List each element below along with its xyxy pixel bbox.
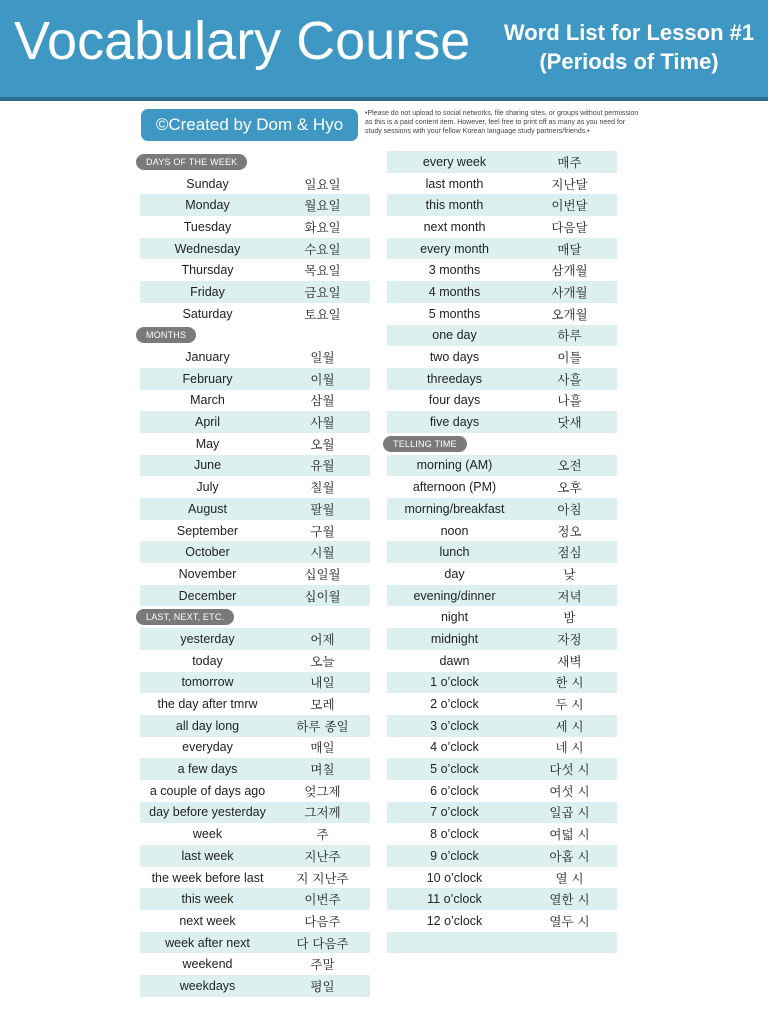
- vocab-row: [140, 975, 370, 997]
- korean-word: 여섯 시: [549, 783, 590, 799]
- vocab-row: [140, 173, 370, 195]
- english-word: 4 o’clock: [430, 740, 479, 755]
- vocab-row: [387, 476, 617, 498]
- vocab-row: [387, 303, 617, 325]
- korean-word: 다 다음주: [296, 935, 349, 951]
- vocab-row: [140, 758, 370, 780]
- vocab-row: [140, 259, 370, 281]
- vocab-row: [140, 780, 370, 802]
- english-word: September: [176, 523, 239, 538]
- korean-word: 일곱 시: [549, 805, 590, 821]
- english-word: October: [185, 545, 230, 560]
- english-word: last month: [425, 176, 484, 191]
- vocab-row: [140, 455, 370, 477]
- korean-word: 정오: [557, 523, 582, 539]
- vocab-row: [387, 563, 617, 585]
- korean-word: 화요일: [304, 219, 341, 235]
- vocab-row: [140, 368, 370, 390]
- korean-word: 오늘: [310, 653, 335, 669]
- english-word: 3 months: [428, 263, 481, 278]
- korean-word: 하루: [557, 328, 582, 344]
- vocab-row: [140, 953, 370, 975]
- lesson-title-line1: Word List for Lesson #1: [503, 20, 755, 45]
- vocab-row: [140, 628, 370, 650]
- section-header: [140, 151, 370, 173]
- vocab-row: [140, 541, 370, 563]
- english-word: four days: [428, 393, 481, 408]
- english-word: Sunday: [186, 176, 229, 191]
- vocab-row: [140, 693, 370, 715]
- english-word: day before yesterday: [149, 805, 266, 820]
- english-word: November: [178, 566, 237, 581]
- vocab-row: [140, 303, 370, 325]
- vocab-row: [140, 498, 370, 520]
- english-word: July: [196, 480, 219, 495]
- english-word: this month: [425, 198, 484, 213]
- english-word: December: [178, 588, 237, 603]
- korean-word: 팔월: [310, 501, 335, 517]
- english-word: today: [192, 653, 223, 668]
- korean-word: 며칠: [310, 762, 335, 778]
- left-word-column: [140, 151, 370, 997]
- vocab-row: [387, 455, 617, 477]
- header-divider: [0, 97, 768, 101]
- section-label: MONTHS: [136, 327, 196, 343]
- vocab-row: [387, 845, 617, 867]
- korean-word: 십일월: [304, 566, 341, 582]
- vocab-row: [387, 520, 617, 542]
- english-word: 12 o’clock: [426, 913, 483, 928]
- korean-word: 다음달: [551, 219, 588, 235]
- vocab-row: [387, 259, 617, 281]
- blank-row: [387, 953, 617, 975]
- korean-word: 주말: [310, 957, 335, 973]
- korean-word: 이월: [310, 371, 335, 387]
- vocab-row: [387, 216, 617, 238]
- right-word-column: [387, 151, 617, 975]
- vocab-row: [140, 390, 370, 412]
- korean-word: 두 시: [555, 697, 584, 713]
- english-word: 9 o’clock: [430, 848, 479, 863]
- vocab-row: [140, 888, 370, 910]
- vocab-row: [387, 910, 617, 932]
- vocab-row: [387, 715, 617, 737]
- english-word: August: [188, 501, 227, 516]
- english-word: lunch: [439, 545, 470, 560]
- english-word: threedays: [427, 371, 482, 386]
- english-word: dawn: [439, 653, 470, 668]
- vocab-row: [140, 433, 370, 455]
- vocab-row: [140, 281, 370, 303]
- section-label: DAYS OF THE WEEK: [136, 154, 247, 170]
- korean-word: 나흘: [557, 393, 582, 409]
- korean-word: 사월: [310, 415, 335, 431]
- korean-word: 구월: [310, 523, 335, 539]
- english-word: Thursday: [181, 263, 234, 278]
- english-word: day: [444, 566, 465, 581]
- korean-word: 그저께: [304, 805, 341, 821]
- vocab-row: [140, 346, 370, 368]
- korean-word: 열한 시: [549, 892, 590, 908]
- section-header: [140, 606, 370, 628]
- vocab-row: [140, 238, 370, 260]
- korean-word: 새벽: [557, 653, 582, 669]
- english-word: 2 o’clock: [430, 697, 479, 712]
- vocab-row: [387, 281, 617, 303]
- korean-word: 점심: [557, 545, 582, 561]
- korean-word: 내일: [310, 675, 335, 691]
- vocab-row: [387, 867, 617, 889]
- korean-word: 오개월: [551, 306, 588, 322]
- vocab-row: [140, 910, 370, 932]
- english-word: 11 o’clock: [427, 892, 482, 907]
- korean-word: 모레: [310, 697, 335, 713]
- korean-word: 닷새: [557, 415, 582, 431]
- vocab-row: [387, 628, 617, 650]
- vocab-row: [140, 715, 370, 737]
- lesson-title-line2: (Periods of Time): [539, 49, 719, 74]
- english-word: January: [185, 350, 230, 365]
- korean-word: 오후: [557, 480, 582, 496]
- english-word: two days: [429, 350, 480, 365]
- section-label: LAST, NEXT, ETC.: [136, 609, 234, 625]
- english-word: 8 o’clock: [430, 827, 479, 842]
- english-word: Wednesday: [174, 241, 241, 256]
- english-word: a couple of days ago: [149, 783, 266, 798]
- english-word: every month: [420, 241, 489, 256]
- korean-word: 엊그제: [304, 783, 341, 799]
- korean-word: 사흘: [557, 371, 582, 387]
- english-word: everyday: [182, 740, 233, 755]
- vocab-row: [140, 476, 370, 498]
- korean-word: 열 시: [555, 870, 584, 886]
- course-title: Vocabulary Course: [14, 11, 471, 71]
- vocab-row: [140, 932, 370, 954]
- english-word: March: [190, 393, 225, 408]
- english-word: weekdays: [179, 978, 236, 993]
- english-word: 4 months: [428, 284, 481, 299]
- english-word: last week: [181, 848, 234, 863]
- english-word: yesterday: [180, 631, 235, 646]
- english-word: five days: [429, 415, 480, 430]
- vocab-row: [387, 585, 617, 607]
- korean-word: 열두 시: [549, 913, 590, 929]
- english-word: this week: [181, 892, 234, 907]
- english-word: afternoon (PM): [412, 480, 497, 495]
- vocab-row: [387, 346, 617, 368]
- english-word: 7 o’clock: [430, 805, 479, 820]
- english-word: the day after tmrw: [157, 697, 258, 712]
- vocab-row: [140, 216, 370, 238]
- vocab-row: [387, 325, 617, 347]
- vocab-row: [387, 650, 617, 672]
- english-word: Tuesday: [183, 219, 232, 234]
- vocab-row: [387, 780, 617, 802]
- korean-word: 사개월: [551, 284, 588, 300]
- vocab-row: [140, 194, 370, 216]
- korean-word: 이번달: [551, 198, 588, 214]
- header-banner: [0, 0, 768, 97]
- vocab-row: [387, 411, 617, 433]
- vocab-row: [387, 238, 617, 260]
- korean-word: 매일: [310, 740, 335, 756]
- vocab-row: [140, 563, 370, 585]
- vocab-row: [387, 541, 617, 563]
- korean-word: 네 시: [555, 740, 584, 756]
- english-word: the week before last: [151, 870, 264, 885]
- credit-badge: ©Created by Dom & Hyo: [141, 109, 358, 141]
- korean-word: 목요일: [304, 263, 341, 279]
- vocab-row: [387, 802, 617, 824]
- english-word: 10 o’clock: [426, 870, 483, 885]
- korean-word: 십이월: [304, 588, 341, 604]
- korean-word: 월요일: [304, 198, 341, 214]
- english-word: every week: [422, 154, 487, 169]
- english-word: 1 o’clock: [430, 675, 479, 690]
- korean-word: 자정: [557, 631, 582, 647]
- korean-word: 주: [316, 827, 329, 843]
- korean-word: 이번주: [304, 892, 341, 908]
- lesson-title: [498, 18, 760, 76]
- vocab-row: [387, 498, 617, 520]
- korean-word: 어제: [310, 631, 335, 647]
- vocab-row: [387, 606, 617, 628]
- korean-word: 세 시: [555, 718, 584, 734]
- vocab-row: [140, 802, 370, 824]
- english-word: 3 o’clock: [430, 718, 479, 733]
- korean-word: 금요일: [304, 284, 341, 300]
- korean-word: 여덟 시: [549, 827, 590, 843]
- vocab-row: [387, 173, 617, 195]
- korean-word: 이틀: [557, 350, 582, 366]
- korean-word: 일월: [310, 350, 335, 366]
- section-header: [140, 325, 370, 347]
- english-word: May: [195, 436, 220, 451]
- english-word: Friday: [190, 284, 225, 299]
- english-word: all day long: [175, 718, 240, 733]
- usage-notice: •Please do not upload to social networks, file sharing sites, or groups without permission as this is a paid content item. However, feel free to print off as many as you need for study sessions with your fellow Korean language study partners/friends.•: [365, 110, 639, 135]
- vocab-row: [140, 585, 370, 607]
- english-word: next week: [179, 913, 236, 928]
- english-word: 5 o’clock: [430, 762, 479, 777]
- korean-word: 다섯 시: [549, 762, 590, 778]
- vocab-row: [387, 693, 617, 715]
- vocab-row: [387, 823, 617, 845]
- korean-word: 하루 종일: [296, 718, 349, 734]
- korean-word: 평일: [310, 978, 335, 994]
- korean-word: 지 지난주: [296, 870, 349, 886]
- vocab-row: [140, 520, 370, 542]
- vocab-row: [140, 845, 370, 867]
- vocab-row: [387, 672, 617, 694]
- korean-word: 수요일: [304, 241, 341, 257]
- korean-word: 시월: [310, 545, 335, 561]
- vocab-row: [140, 672, 370, 694]
- english-word: noon: [440, 523, 469, 538]
- english-word: weekend: [182, 957, 233, 972]
- korean-word: 삼개월: [551, 263, 588, 279]
- english-word: morning/breakfast: [404, 501, 505, 516]
- korean-word: 오전: [557, 458, 582, 474]
- korean-word: 토요일: [304, 306, 341, 322]
- vocab-row: [140, 823, 370, 845]
- english-word: night: [440, 610, 469, 625]
- vocab-row: [140, 737, 370, 759]
- korean-word: 저녁: [557, 588, 582, 604]
- english-word: April: [194, 415, 220, 430]
- korean-word: 매달: [557, 241, 582, 257]
- vocab-row: [140, 650, 370, 672]
- korean-word: 지난달: [551, 176, 588, 192]
- korean-word: 아침: [557, 501, 582, 517]
- english-word: midnight: [430, 631, 479, 646]
- vocab-row: [140, 411, 370, 433]
- vocab-row: [387, 151, 617, 173]
- blank-row: [387, 932, 617, 954]
- english-word: tomorrow: [181, 675, 234, 690]
- section-header: [387, 433, 617, 455]
- english-word: a few days: [177, 762, 238, 777]
- vocab-row: [140, 867, 370, 889]
- english-word: Saturday: [182, 306, 233, 321]
- vocab-row: [387, 368, 617, 390]
- vocab-row: [387, 758, 617, 780]
- korean-word: 오월: [310, 436, 335, 452]
- korean-word: 칠월: [310, 480, 335, 496]
- korean-word: 매주: [557, 154, 582, 170]
- section-label: TELLING TIME: [383, 436, 467, 452]
- korean-word: 낮: [563, 566, 576, 582]
- english-word: next month: [423, 219, 486, 234]
- korean-word: 지난주: [304, 848, 341, 864]
- english-word: week: [192, 827, 223, 842]
- korean-word: 유월: [310, 458, 335, 474]
- english-word: February: [182, 371, 233, 386]
- korean-word: 일요일: [304, 176, 341, 192]
- vocab-row: [387, 194, 617, 216]
- english-word: one day: [432, 328, 477, 343]
- korean-word: 다음주: [304, 913, 341, 929]
- korean-word: 밤: [563, 610, 576, 626]
- english-word: week after next: [165, 935, 250, 950]
- english-word: 5 months: [428, 306, 481, 321]
- english-word: evening/dinner: [413, 588, 496, 603]
- english-word: June: [193, 458, 222, 473]
- korean-word: 아홉 시: [549, 848, 590, 864]
- english-word: 6 o’clock: [430, 783, 479, 798]
- vocab-row: [387, 888, 617, 910]
- vocab-row: [387, 737, 617, 759]
- korean-word: 삼월: [310, 393, 335, 409]
- vocab-row: [387, 390, 617, 412]
- english-word: Monday: [185, 198, 230, 213]
- korean-word: 한 시: [555, 675, 584, 691]
- english-word: morning (AM): [416, 458, 493, 473]
